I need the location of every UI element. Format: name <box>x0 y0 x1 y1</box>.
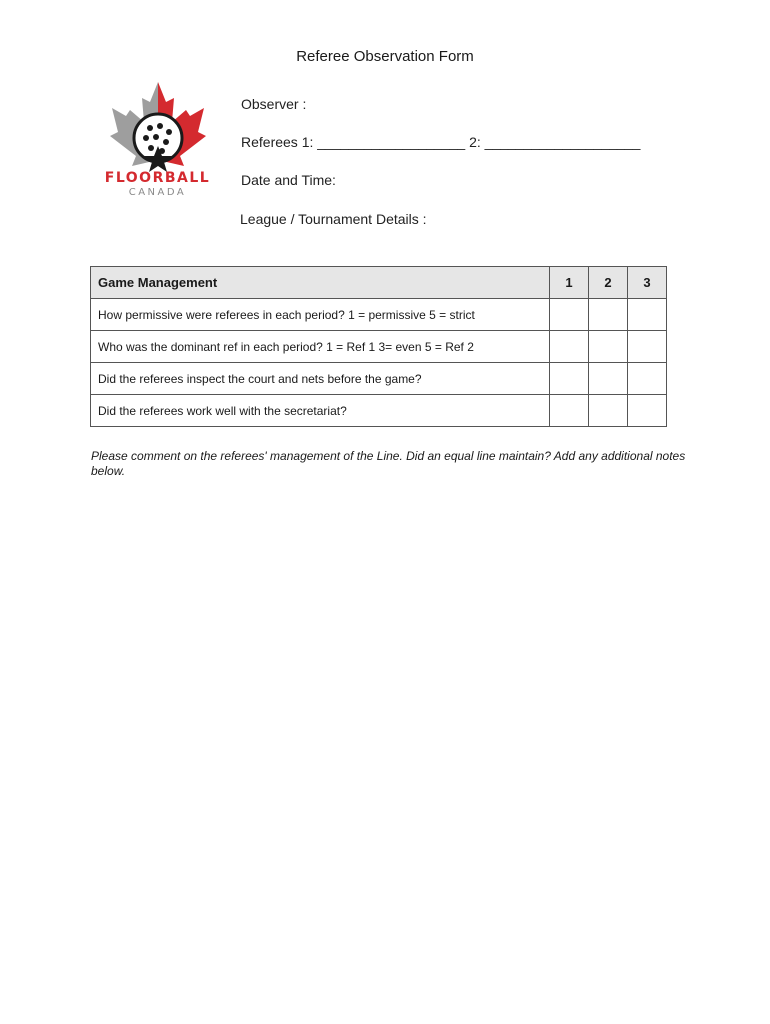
floorball-canada-logo <box>100 80 215 205</box>
rating-cell-period-2[interactable] <box>589 331 628 363</box>
table-header-row <box>91 267 667 299</box>
column-header-3: 3 <box>628 267 667 299</box>
question-inspect-court: Did the referees inspect the court and nets before the game? <box>91 363 550 395</box>
table-header-label: Game Management <box>91 267 550 299</box>
rating-cell-period-1[interactable] <box>550 395 589 427</box>
league-field[interactable]: League / Tournament Details : <box>240 211 427 227</box>
comment-instructions: Please comment on the referees' management of the Line. Did an equal line maintain? Add any additional notes below. <box>91 449 686 478</box>
rating-cell-period-1[interactable] <box>550 331 589 363</box>
rating-cell-period-3[interactable] <box>628 299 667 331</box>
logo-wordmark: FLOORBALL <box>104 170 211 186</box>
column-header-2: 2 <box>589 267 628 299</box>
rating-cell-period-2[interactable] <box>589 299 628 331</box>
rating-cell-period-2[interactable] <box>589 363 628 395</box>
rating-cell-period-1[interactable] <box>550 299 589 331</box>
table-row <box>91 299 667 331</box>
rating-cell-period-3[interactable] <box>628 395 667 427</box>
game-management-table <box>90 266 667 427</box>
page-title: Referee Observation Form <box>296 48 474 65</box>
rating-cell-period-1[interactable] <box>550 363 589 395</box>
column-header-1: 1 <box>550 267 589 299</box>
rating-cell-period-3[interactable] <box>628 363 667 395</box>
referees-field[interactable]: Referees 1: ___________________ 2: ____________________ <box>241 134 641 150</box>
question-secretariat: Did the referees work well with the secretariat? <box>91 395 550 427</box>
maple-leaf-icon <box>106 80 210 172</box>
observer-field[interactable]: Observer : <box>241 96 307 112</box>
question-dominant-ref: Who was the dominant ref in each period? 1 = Ref 1 3= even 5 = Ref 2 <box>91 331 550 363</box>
question-permissive: How permissive were referees in each period? 1 = permissive 5 = strict <box>91 299 550 331</box>
table-row <box>91 363 667 395</box>
table-row <box>91 331 667 363</box>
rating-cell-period-2[interactable] <box>589 395 628 427</box>
logo-subtitle: CANADA <box>128 187 187 198</box>
table-row <box>91 395 667 427</box>
rating-cell-period-3[interactable] <box>628 331 667 363</box>
date-time-field[interactable]: Date and Time: <box>241 172 336 188</box>
